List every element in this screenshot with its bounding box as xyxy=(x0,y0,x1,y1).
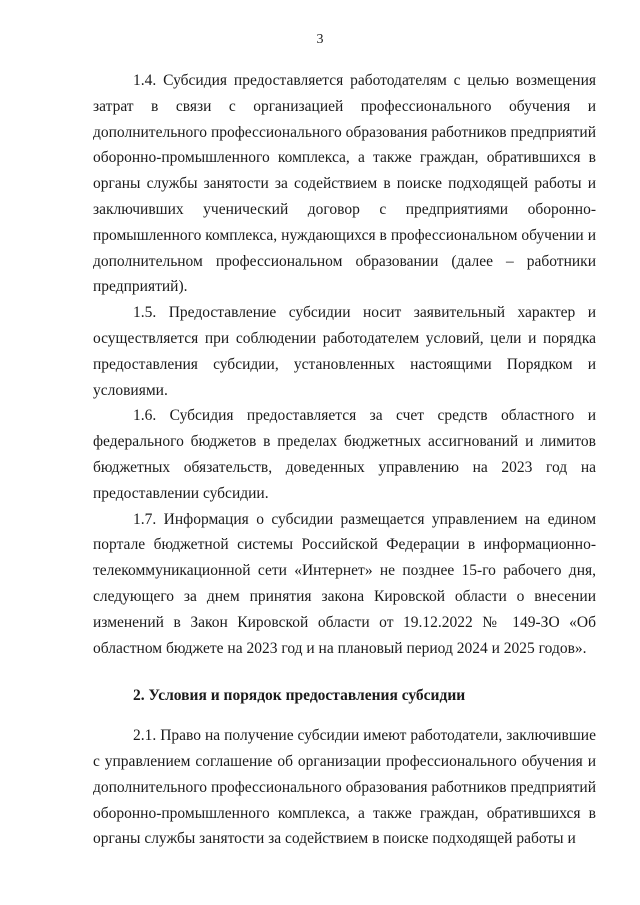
section-heading: 2. Условия и порядок предоставления субсидии xyxy=(133,687,466,705)
paragraph-1-7: 1.7. Информация о субсидии размещается управлением на едином портале бюджетной системы Российской Федерации в информационно-телекоммуникационной сети «Интернет» не позднее 15-го рабочего дня, следующего за днем принятия закона Кировской области о внесении изменений в Закон Кировской области от 19.12.2022 № 149-ЗО «Об областном бюджете на 2023 год и на плановый период 2024 и 2025 годов». xyxy=(93,510,596,657)
document-body xyxy=(93,68,596,852)
paragraph-1-5: 1.5. Предоставление субсидии носит заявительный характер и осуществляется при соблюдении работодателем условий, цели и порядка предоставления субсидии, установленных настоящими Порядком и условиями. xyxy=(93,304,596,399)
paragraph-1-6: 1.6. Субсидия предоставляется за счет средств областного и федерального бюджетов в пределах бюджетных ассигнований и лимитов бюджетных обязательств, доведенных управлению на 2023 год на предоставлении субсидии. xyxy=(93,407,596,502)
paragraph-2-1: 2.1. Право на получение субсидии имеют работодатели, заключившие с управлением соглашение об организации профессионального обучения и дополнительного профессионального образования работников предприятий оборонно-промышленного комплекса, а также граждан, обратившихся в органы службы занятости за содействием в поиске подходящей работы и xyxy=(93,727,596,848)
page-number: 3 xyxy=(316,32,324,47)
paragraph-1-4: 1.4. Субсидия предоставляется работодателям с целью возмещения затрат в связи с организацией профессионального обучения и дополнительного профессионального образования работников предприятий оборонно-промышленного комплекса, а также граждан, обратившихся в органы службы занятости за содействием в поиске подходящей работы и заключивших ученический договор с предприятиями оборонно-промышленного комплекса, нуждающихся в профессиональном обучении и дополнительном профессиональном образовании (далее – работники предприятий). xyxy=(93,72,596,296)
